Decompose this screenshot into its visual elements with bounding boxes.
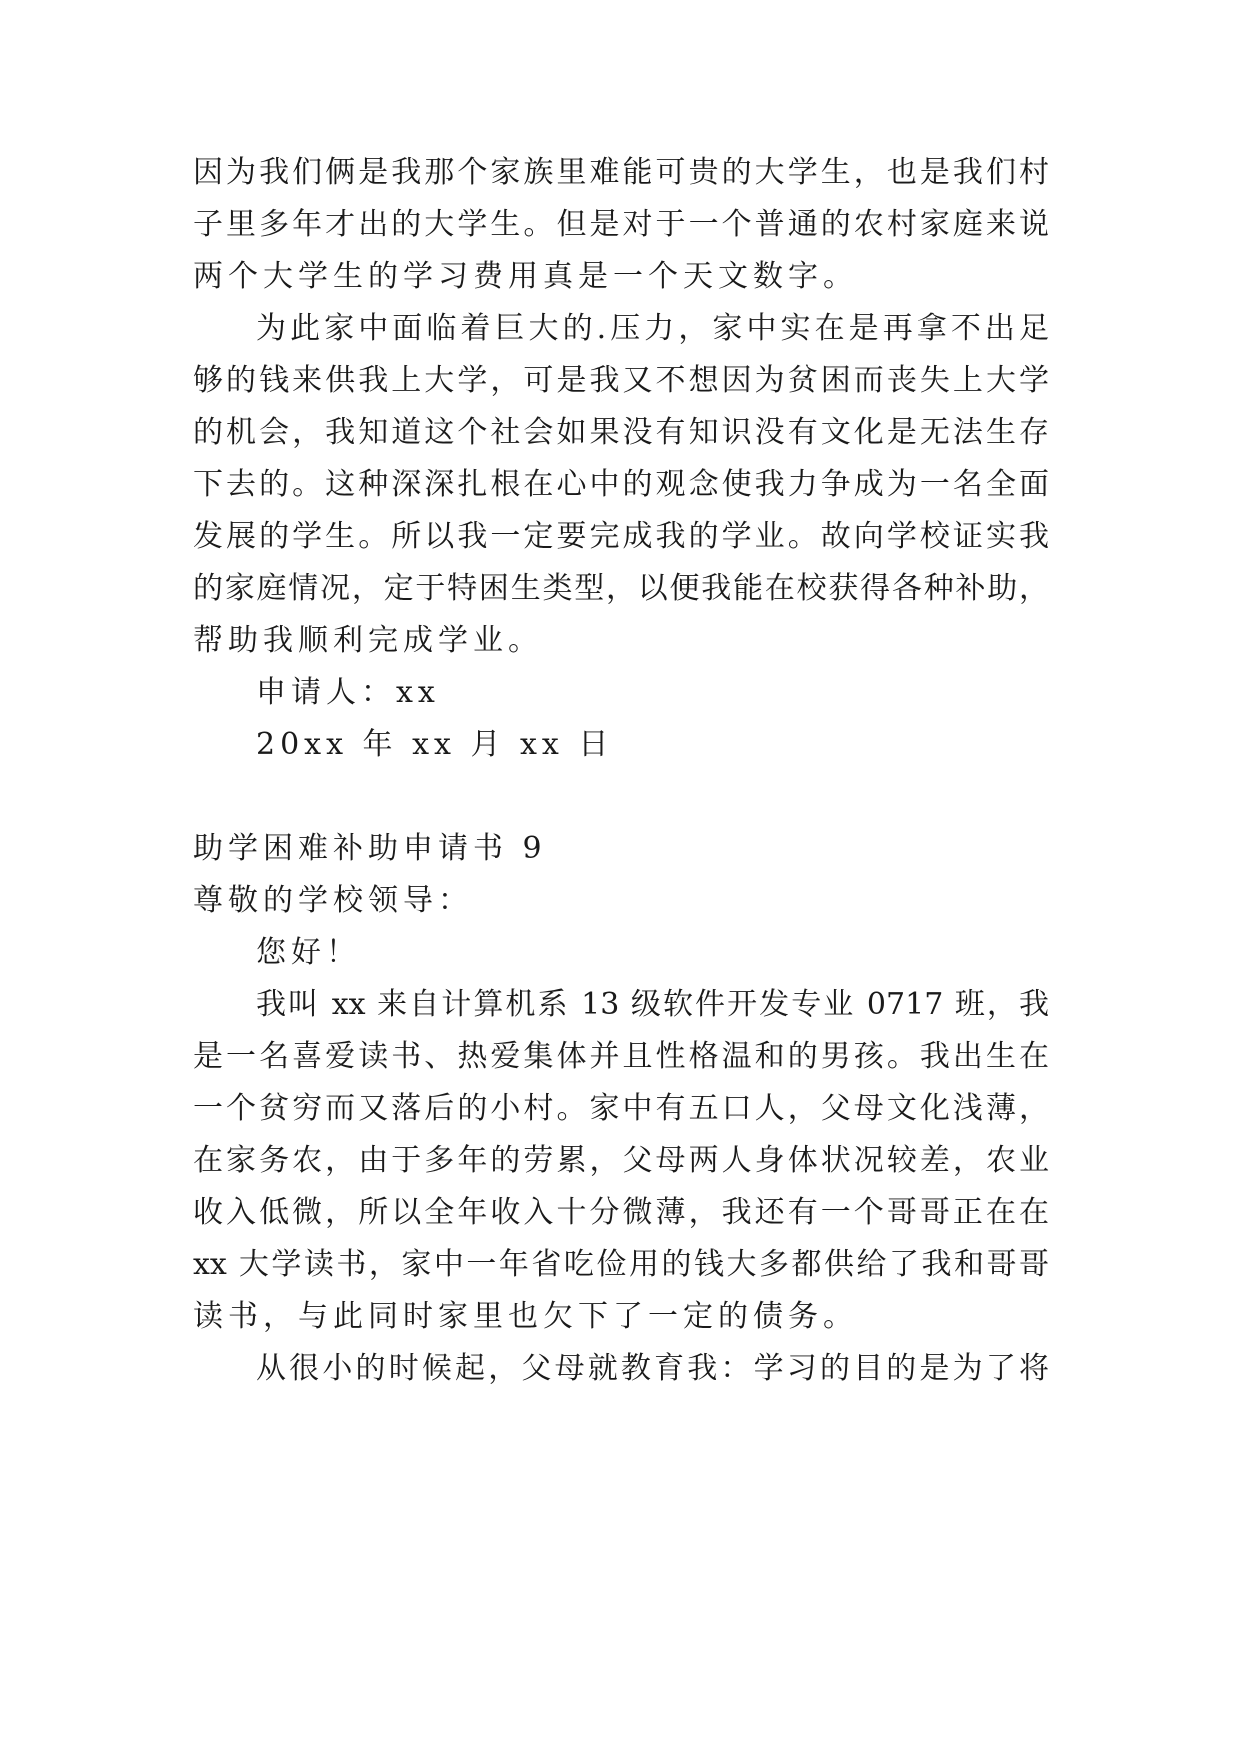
salutation: 尊敬的学校领导： — [193, 883, 473, 918]
body-line: 我叫 xx 来自计算机系 13 级软件开发专业 0717 班，我 — [256, 987, 1049, 1022]
body-line: 下去的。这种深深扎根在心中的观念使我力争成为一名全面 — [193, 467, 1049, 502]
body-line: 因为我们俩是我那个家族里难能可贵的大学生，也是我们村 — [193, 155, 1049, 190]
body-line: 帮助我顺利完成学业。 — [193, 623, 543, 658]
body-line: 的机会，我知道这个社会如果没有知识没有文化是无法生存 — [193, 415, 1049, 450]
date-line: 20xx 年 xx 月 xx 日 — [256, 727, 614, 762]
body-line: 的家庭情况，定于特困生类型，以便我能在校获得各种补助， — [193, 571, 1049, 606]
body-line: 发展的学生。所以我一定要完成我的学业。故向学校证实我 — [193, 519, 1049, 554]
body-line: 够的钱来供我上大学，可是我又不想因为贫困而丧失上大学 — [193, 363, 1049, 398]
body-line: 为此家中面临着巨大的.压力，家中实在是再拿不出足 — [256, 311, 1049, 346]
body-line: 两个大学生的学习费用真是一个天文数字。 — [193, 259, 858, 294]
body-line: 读书，与此同时家里也欠下了一定的债务。 — [193, 1299, 858, 1334]
greeting: 您好！ — [256, 935, 361, 970]
body-line: 在家务农，由于多年的劳累，父母两人身体状况较差，农业 — [193, 1143, 1049, 1178]
body-line: xx 大学读书，家中一年省吃俭用的钱大多都供给了我和哥哥 — [193, 1247, 1049, 1282]
body-line: 从很小的时候起，父母就教育我：学习的目的是为了将 — [256, 1351, 1049, 1386]
body-line: 子里多年才出的大学生。但是对于一个普通的农村家庭来说 — [193, 207, 1049, 242]
body-line: 收入低微，所以全年收入十分微薄，我还有一个哥哥正在在 — [193, 1195, 1049, 1230]
applicant-line: 申请人：xx — [256, 675, 440, 710]
body-line: 是一名喜爱读书、热爱集体并且性格温和的男孩。我出生在 — [193, 1039, 1049, 1074]
body-line: 一个贫穷而又落后的小村。家中有五口人，父母文化浅薄， — [193, 1091, 1049, 1126]
section-heading: 助学困难补助申请书 9 — [193, 831, 547, 866]
